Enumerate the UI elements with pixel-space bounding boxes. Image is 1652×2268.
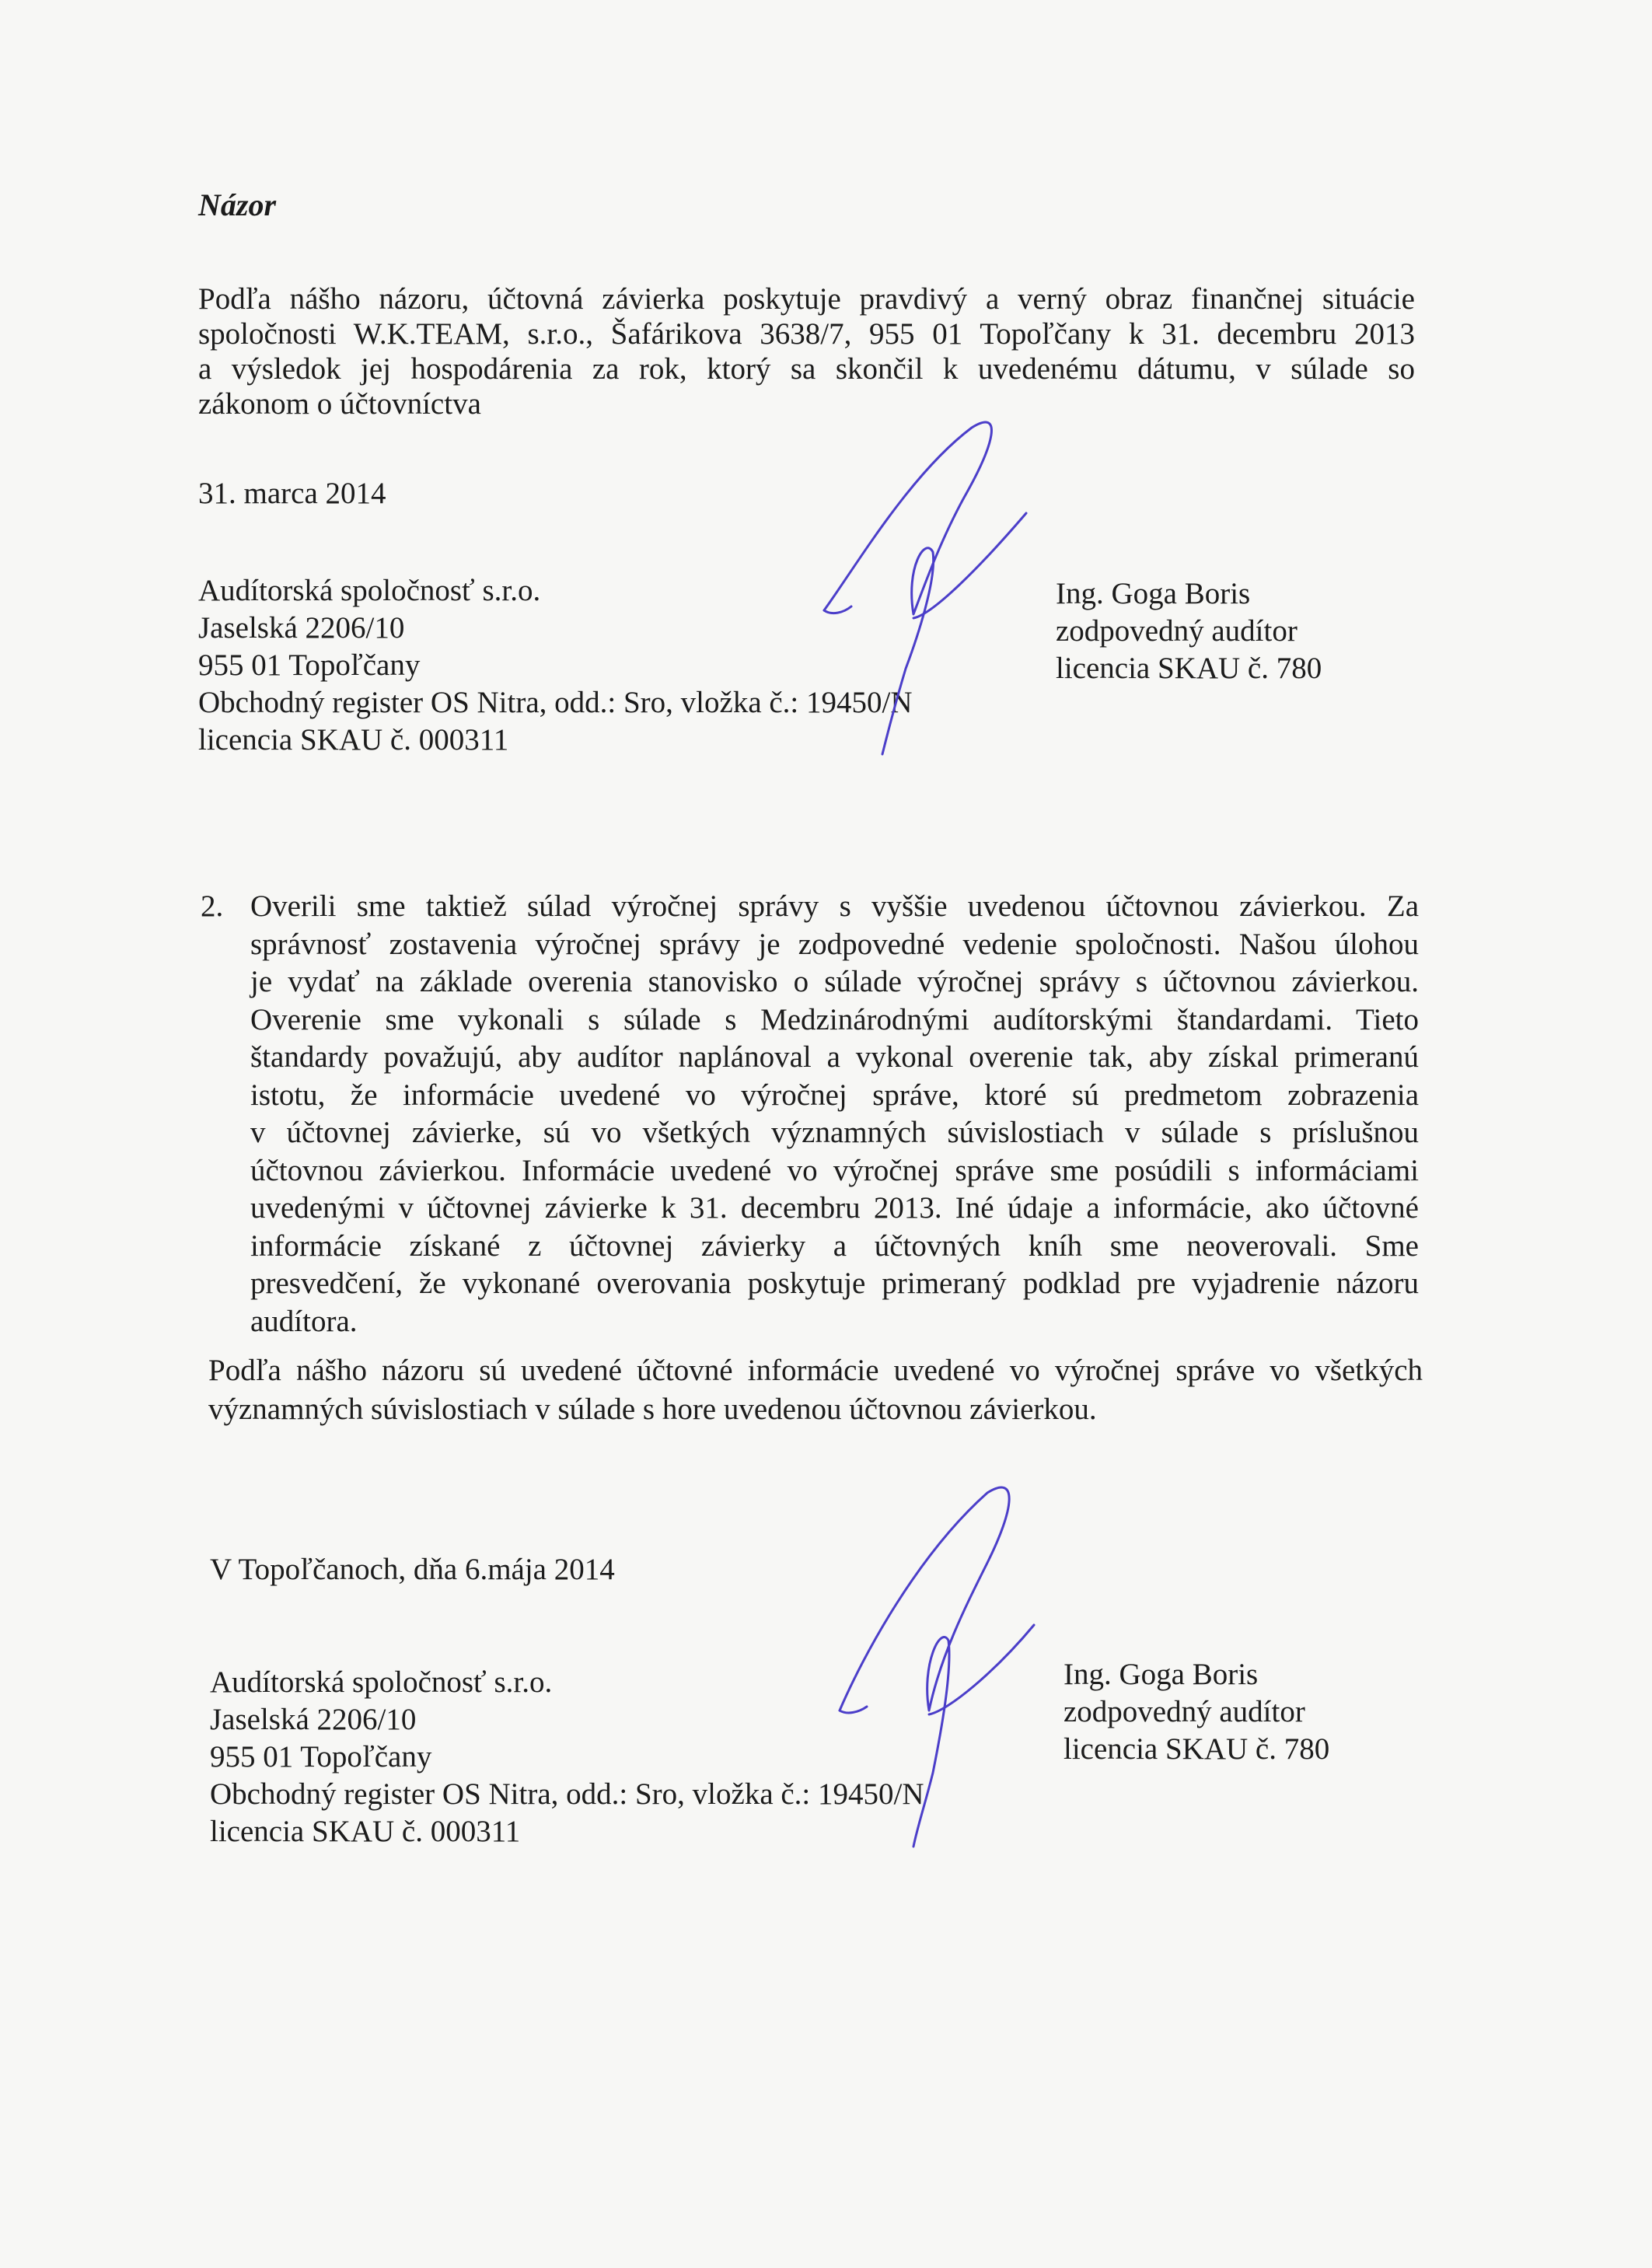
text-line: štandardy považujú, aby audítor naplánoval a vykonal overenie tak, aby získal primeranú bbox=[250, 1040, 1419, 1074]
place-date: V Topoľčanoch, dňa 6.mája 2014 bbox=[210, 1553, 615, 1586]
text-line: významných súvislostiach v súlade s hore uvedenou účtovnou závierkou. bbox=[208, 1393, 1097, 1426]
text-line: účtovnou závierkou. Informácie uvedené vo výročnej správe sme posúdili s informáciami bbox=[250, 1153, 1419, 1187]
auditor-license: licencia SKAU č. 780 bbox=[1063, 1732, 1330, 1766]
auditor-role: zodpovedný audítor bbox=[1056, 614, 1298, 648]
auditor-info-2 bbox=[1063, 1656, 1329, 1768]
company-city: 955 01 Topoľčany bbox=[198, 648, 421, 682]
company-license: licencia SKAU č. 000311 bbox=[198, 723, 509, 757]
company-register: Obchodný register OS Nitra, odd.: Sro, vložka č.: 19450/N bbox=[198, 686, 913, 719]
company-city: 955 01 Topoľčany bbox=[210, 1740, 432, 1774]
company-name: Audítorská spoločnosť s.r.o. bbox=[198, 574, 541, 607]
auditor-license: licencia SKAU č. 780 bbox=[1056, 652, 1322, 685]
auditor-role: zodpovedný audítor bbox=[1063, 1695, 1305, 1728]
company-street: Jaselská 2206/10 bbox=[210, 1703, 417, 1736]
conclusion-paragraph bbox=[208, 1353, 1423, 1427]
text-line: Podľa nášho názoru sú uvedené účtovné informácie uvedené vo výročnej správe vo všetkých bbox=[208, 1354, 1423, 1387]
text-line: Podľa nášho názoru, účtovná závierka poskytuje pravdivý a verný obraz finančnej situácie bbox=[198, 282, 1415, 316]
text-line: informácie získané z účtovnej závierky a účtovných kníh sme neoverovali. Sme bbox=[250, 1228, 1419, 1263]
company-street: Jaselská 2206/10 bbox=[198, 611, 405, 645]
auditor-name: Ing. Goga Boris bbox=[1056, 577, 1251, 610]
signature-2 bbox=[824, 1477, 1057, 1850]
text-line: zákonom o účtovníctva bbox=[198, 387, 481, 421]
company-register: Obchodný register OS Nitra, odd.: Sro, vložka č.: 19450/N bbox=[210, 1777, 924, 1811]
auditor-info-1 bbox=[1056, 575, 1322, 687]
text-line: Overili sme taktiež súlad výročnej správy s vyššie uvedenou účtovnou závierkou. Za bbox=[250, 889, 1419, 923]
text-line: presvedčení, že vykonané overovania poskytuje primeraný podklad pre vyjadrenie názoru bbox=[250, 1267, 1419, 1300]
text-line: v účtovnej závierke, sú vo všetkých významných súvislostiach v súlade s príslušnou bbox=[250, 1116, 1419, 1149]
text-line: uvedenými v účtovnej závierke k 31. decembru 2013. Iné údaje a informácie, ako účtovné bbox=[250, 1191, 1419, 1225]
company-address-1 bbox=[198, 572, 913, 759]
signature-1 bbox=[809, 412, 1042, 762]
section2-paragraph bbox=[250, 888, 1419, 1340]
opinion-heading: Názor bbox=[198, 187, 277, 222]
text-line: a výsledok jej hospodárenia za rok, ktorý sa skončil k uvedenému dátumu, v súlade so bbox=[198, 352, 1415, 386]
opinion-paragraph bbox=[198, 281, 1415, 421]
auditor-name: Ing. Goga Boris bbox=[1063, 1658, 1259, 1691]
text-line: je vydať na základe overenia stanovisko o súlade výročnej správy s účtovnou závierkou. bbox=[250, 965, 1419, 998]
text-line: správnosť zostavenia výročnej správy je zodpovedné vedenie spoločnosti. Našou úlohou bbox=[250, 927, 1419, 961]
section-number: 2. bbox=[201, 889, 224, 923]
company-license: licencia SKAU č. 000311 bbox=[210, 1815, 521, 1848]
text-line: istotu, že informácie uvedené vo výročnej správe, ktoré sú predmetom zobrazenia bbox=[250, 1078, 1419, 1112]
text-line: spoločnosti W.K.TEAM, s.r.o., Šafárikova 3638/7, 955 01 Topoľčany k 31. decembru 2013 bbox=[198, 317, 1415, 351]
opinion-date: 31. marca 2014 bbox=[198, 477, 386, 510]
text-line: audítora. bbox=[250, 1304, 358, 1338]
company-name: Audítorská spoločnosť s.r.o. bbox=[210, 1665, 553, 1699]
text-line: Overenie sme vykonali s súlade s Medzinárodnými audítorskými štandardami. Tieto bbox=[250, 1002, 1419, 1036]
company-address-2 bbox=[210, 1664, 924, 1850]
